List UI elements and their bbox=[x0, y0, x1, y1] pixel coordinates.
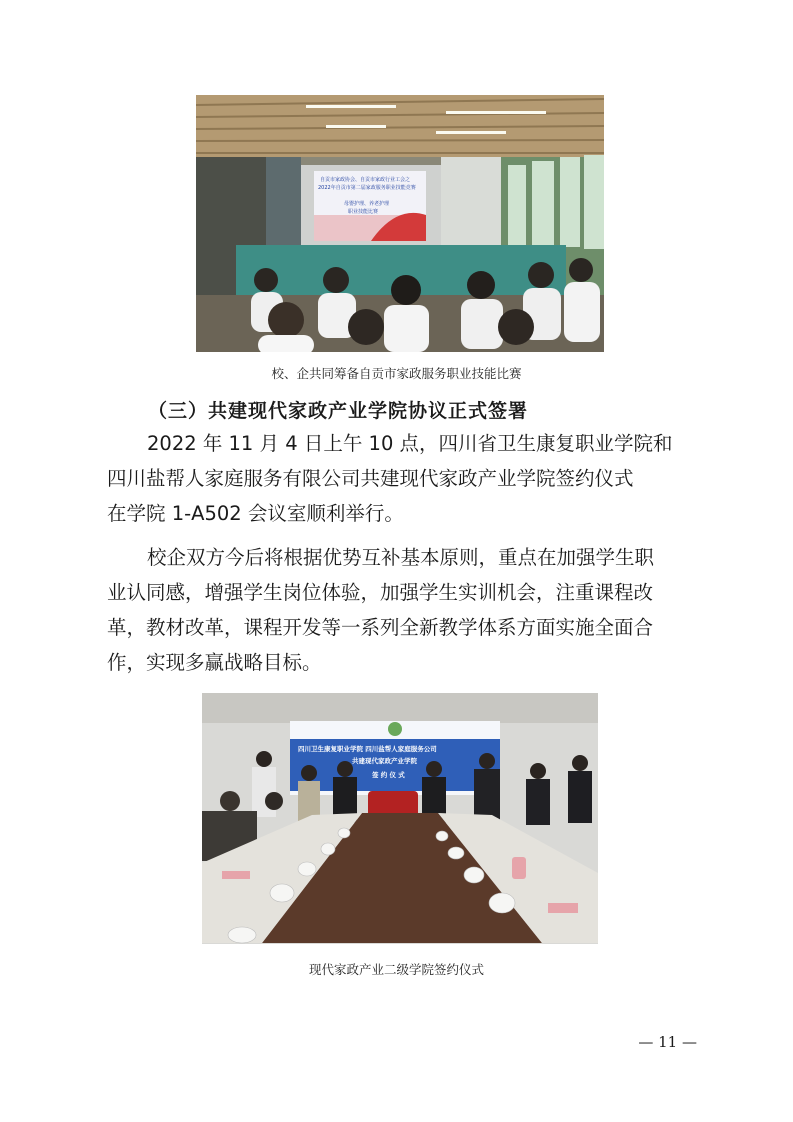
photo-caption-signing: 现代家政产业二级学院签约仪式 bbox=[308, 962, 484, 977]
photo-caption-competition: 校、企共同筹备自贡市家政服务职业技能比赛 bbox=[271, 366, 522, 381]
signing-ceremony-photo bbox=[202, 693, 598, 944]
section-heading: （三）共建现代家政产业学院协议正式签署 bbox=[148, 400, 529, 422]
paragraph-line: 在学院 1-A502 会议室顺利举行。 bbox=[107, 502, 404, 525]
ceremony-screen-line-1: 四川卫生康复职业学院 四川盐帮人家庭服务公司 bbox=[298, 745, 437, 753]
paragraph-line: 2022 年 11 月 4 日上午 10 点，四川省卫生康复职业学院和 bbox=[147, 432, 673, 455]
paragraph-cooperation-plan bbox=[107, 540, 692, 680]
paragraph-line: 作，实现多赢战略目标。 bbox=[107, 651, 322, 674]
screen-line-2: 2022年自贡市第二届家政服务职业技能竞赛 bbox=[318, 185, 416, 191]
paragraph-line: 四川盐帮人家庭服务有限公司共建现代家政产业学院签约仪式 bbox=[107, 467, 634, 490]
screen-line-4: 职业技能比赛 bbox=[348, 209, 379, 215]
paragraph-signing-event bbox=[107, 426, 692, 531]
ceremony-screen-line-2: 共建现代家政产业学院 bbox=[352, 757, 417, 765]
paragraph-line: 革，教材改革，课程开发等一系列全新教学体系方面实施全面合 bbox=[107, 616, 654, 639]
screen-line-1: 自贡市家政协会、自贡市家政行业工会之 bbox=[320, 177, 411, 183]
ceremony-screen-line-3: 签 约 仪 式 bbox=[372, 771, 405, 779]
screen-line-3: 母婴护理、养老护理 bbox=[344, 201, 390, 207]
paragraph-line: 业认同感，增强学生岗位体验，加强学生实训机会，注重课程改 bbox=[107, 581, 654, 604]
paragraph-line: 校企双方今后将根据优势互补基本原则，重点在加强学生职 bbox=[147, 546, 655, 569]
competition-photo bbox=[196, 95, 604, 352]
page-number: — 11 — bbox=[638, 1033, 697, 1051]
